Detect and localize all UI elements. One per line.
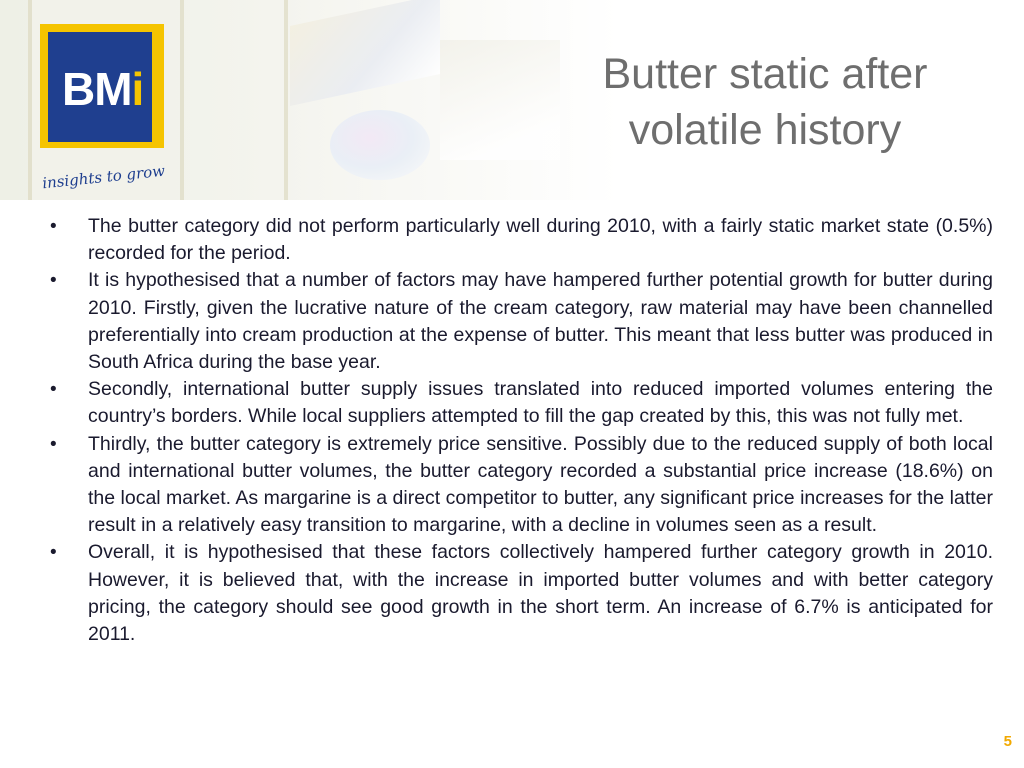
bullet-list [50, 213, 993, 648]
bullet-text: Thirdly, the butter category is extremely price sensitive. Possibly due to the reduced supply of both local and international butter volumes, the butter category recorded a substantial price increase (18.6%) on the local market. As margarine is a direct competitor to butter, any significant price increases for the latter result in a relatively easy transition to margarine, with a decline in volumes seen as a result. [88, 432, 993, 537]
logo-letters: BM [62, 63, 132, 115]
decorative-chart-image [440, 40, 560, 160]
bullet-item [50, 376, 993, 430]
bullet-icon: • [50, 542, 57, 564]
decorative-stripe [180, 0, 184, 200]
bullet-item [50, 267, 993, 376]
bullet-icon: • [50, 379, 57, 401]
bullet-item [50, 539, 993, 648]
decorative-pie-image [330, 110, 430, 180]
logo-inner [48, 32, 152, 142]
logo-text [62, 62, 143, 116]
slide-title [560, 46, 970, 158]
bullet-item [50, 213, 993, 267]
logo-tagline: insights to grow [41, 161, 166, 193]
bullet-icon: • [50, 270, 57, 292]
company-logo [40, 24, 164, 148]
logo-letter-i: i [131, 63, 144, 115]
bullet-icon: • [50, 216, 57, 237]
bullet-text: Overall, it is hypothesised that these factors collectively hampered further category growth in 2010. However, it is believed that, with the increase in imported butter volumes and with better category pricing, the category should see good growth in the short term. An increase of 6.7% is anticipated for 2011. [88, 541, 993, 646]
bullet-text: Secondly, international butter supply issues translated into reduced imported volumes entering the country’s borders. While local suppliers attempted to fill the gap created by this, this was not fully met. [88, 378, 993, 428]
bullet-icon: • [50, 433, 57, 455]
title-line-2: volatile history [628, 106, 902, 154]
title-line-1: Butter static after [602, 50, 928, 98]
page-number: 5 [1003, 733, 1012, 750]
bullet-text: The butter category did not perform particularly well during 2010, with a fairly static market state (0.5%) recorded for the period. [88, 215, 993, 265]
bullet-text: It is hypothesised that a number of factors may have hampered further potential growth for butter during 2010. Firstly, given the lucrative nature of the cream category, raw material may have been channelled preferentially into cream production at the expense of butter. This meant that less butter was produced in South Africa during the base year. [88, 269, 993, 374]
bullet-item [50, 431, 993, 540]
decorative-stripe [284, 0, 288, 200]
